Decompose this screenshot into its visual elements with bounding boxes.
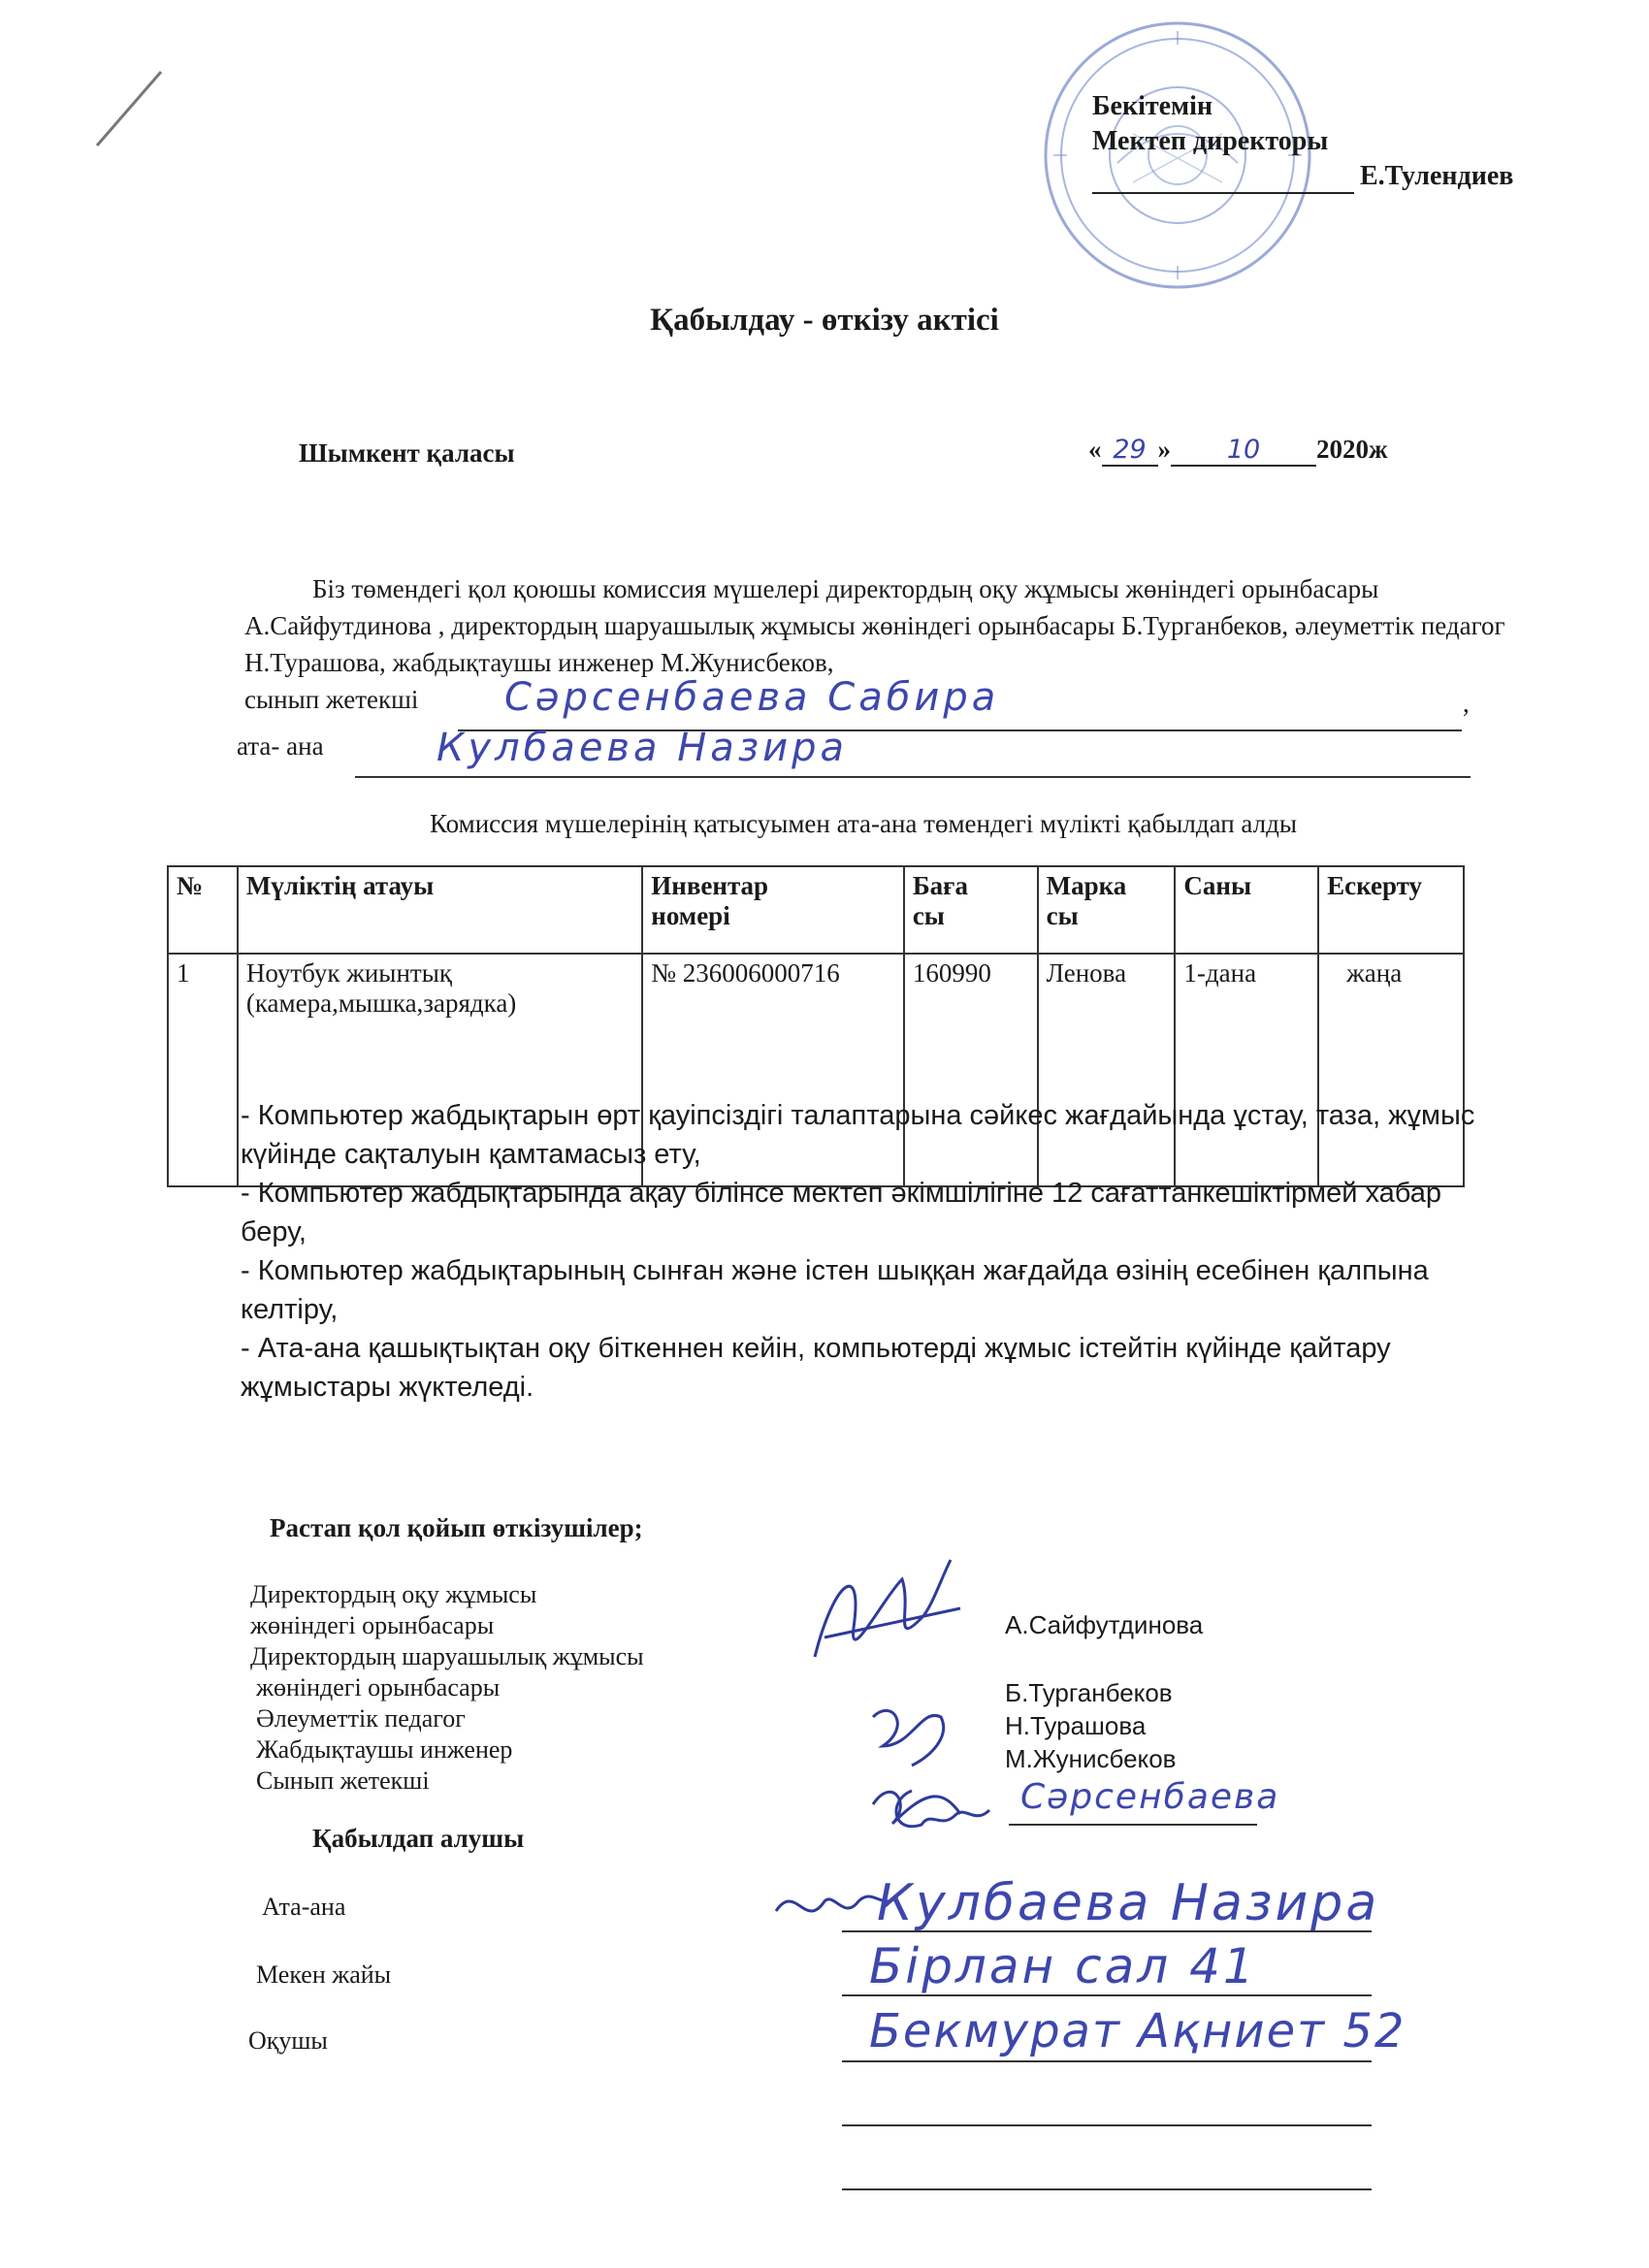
signer-name: М.Жунисбеков xyxy=(1005,1744,1177,1773)
blank-line xyxy=(842,2124,1372,2126)
cell-inventory-number: № 236006000716 xyxy=(642,954,904,1186)
cell-property-name: Ноутбук жиынтық (камера,мышка,зарядка) xyxy=(238,954,642,1186)
col-number: № xyxy=(168,866,238,954)
col-quantity: Саны xyxy=(1175,866,1318,954)
table-header-row xyxy=(168,866,1464,954)
signature-1 xyxy=(795,1540,970,1686)
receiver-header: Қабылдап алушы xyxy=(312,1824,525,1853)
col-price: Баға сы xyxy=(904,866,1038,954)
director-name: Е.Тулендиев xyxy=(1360,161,1514,191)
approval-line: Бекітемін xyxy=(1092,91,1213,121)
signer-name: А.Сайфутдинова xyxy=(1005,1610,1204,1639)
col-note: Ескерту xyxy=(1318,866,1464,954)
obligation-item: - Компьютер жабдықтарында ақау білінсе мектеп әкімшілігіне 12 сағаттанкешіктірмей хабар беру, xyxy=(241,1178,1441,1247)
date-year: 2020ж xyxy=(1316,435,1388,464)
obligation-item: - Компьютер жабдықтарын өрт қауіпсіздігі талаптарына сәйкес жағдайында ұстау, таза, жұмыс күйінде сақталуын қамтамасыз ету, xyxy=(241,1100,1475,1170)
address-line xyxy=(842,1994,1372,1996)
date-open-quote: « xyxy=(1088,435,1102,464)
signature-3 xyxy=(883,1781,999,1839)
signer-name: Н.Турашова xyxy=(1005,1711,1147,1740)
date-month: 10 xyxy=(1171,435,1316,467)
teacher-label: сынып жетекші xyxy=(244,685,419,714)
signature-line xyxy=(1009,1824,1257,1826)
obligation-item: - Ата-ана қашықтықтан оқу біткеннен кейін, компьютерді жұмыс істейтін күйінде қайтару жұмыстары жүктеледі. xyxy=(241,1333,1391,1403)
address-label: Мекен жайы xyxy=(256,1960,392,1989)
blank-line xyxy=(842,2188,1372,2190)
student-handwritten: Бекмурат Ақниет 52 xyxy=(869,2004,1406,2058)
cell-price: 160990 xyxy=(904,954,1038,1186)
pen-mark xyxy=(87,66,175,153)
parent-handwritten: Кулбаева Назира xyxy=(436,726,848,770)
director-signature-line xyxy=(1092,167,1354,194)
parent-label: ата- ана xyxy=(237,731,324,761)
obligations-list xyxy=(241,1096,1502,1407)
teacher-handwritten: Сәрсенбаева Сабира xyxy=(504,675,1000,720)
obligation-item: - Компьютер жабдықтарының сынған және істен шыққан жағдайда өзінің есебінен қалпына келтіру, xyxy=(241,1255,1429,1325)
cell-quantity: 1-дана xyxy=(1175,954,1318,1186)
cell-number: 1 xyxy=(168,954,238,1186)
col-brand: Марка сы xyxy=(1038,866,1176,954)
date-close-quote: » xyxy=(1157,435,1171,464)
cell-brand: Ленова xyxy=(1038,954,1176,1186)
date-day: 29 xyxy=(1102,435,1158,467)
intro-paragraph xyxy=(244,570,1505,681)
col-property-name: Мүліктің атауы xyxy=(238,866,642,954)
signer-name: Б.Турганбеков xyxy=(1005,1678,1173,1707)
approval-block xyxy=(1092,89,1513,194)
document-title: Қабылдау - өткізу актісі xyxy=(650,303,999,338)
student-label: Оқушы xyxy=(248,2026,328,2055)
approval-position: Мектеп директоры xyxy=(1092,126,1329,156)
intro-text: Біз төмендегі қол қоюшы комиссия мүшелері директордың оқу жұмысы жөніндегі орынбасары А.Сайфутдинова , директордың шаруашылық жұмысы жөніндегі орынбасары Б.Турганбеков, әлеуметтік педагог Н.Турашова, жабдықтаушы инженер М.Жунисбеков, xyxy=(244,574,1505,677)
cell-note: жаңа xyxy=(1318,954,1464,1186)
signers-header: Растап қол қойып өткізушілер; xyxy=(270,1513,643,1542)
col-inventory-number: Инвентар номері xyxy=(642,866,904,954)
commission-text: Комиссия мүшелерінің қатысуымен ата-ана төмендегі мүлікті қабылдап алды xyxy=(429,809,1297,838)
student-line xyxy=(842,2060,1372,2062)
receiver-parent-label: Ата-ана xyxy=(262,1893,346,1921)
document-date xyxy=(1088,435,1388,467)
signer-label: Директордың оқу жұмысы жөніндегі орынбасары Директордың шаруашылық жұмысы жөніндегі орынбасары Әлеуметтік педагог Жабдықтаушы инженер Сынып жетекші xyxy=(250,1580,644,1795)
receiver-parent-handwritten: Кулбаева Назира xyxy=(877,1874,1380,1932)
place: Шымкент қаласы xyxy=(299,438,515,468)
teacher-handwritten-signature: Сәрсенбаева xyxy=(1020,1777,1280,1817)
address-handwritten: Бірлан сал 41 xyxy=(869,1938,1257,1994)
